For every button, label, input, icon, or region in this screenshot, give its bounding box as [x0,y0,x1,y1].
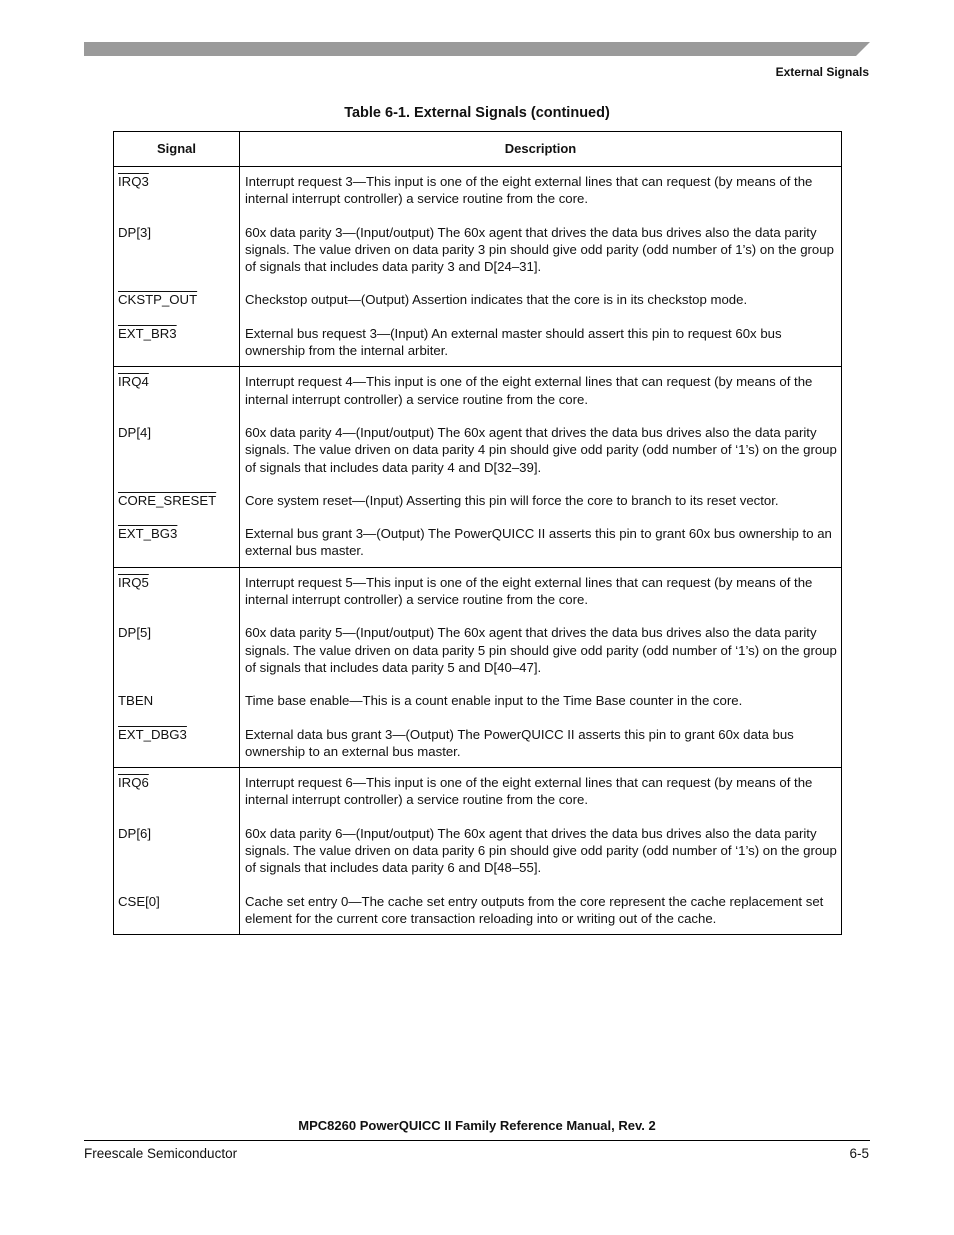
table-row [114,367,842,408]
table-caption: Table 6-1. External Signals (continued) [344,105,610,121]
header-bar [84,42,870,56]
description-cell: Interrupt request 5—This input is one of the eight external lines that can request (by means of the internal interrupt controller) a service routine from the core. [240,567,842,608]
footer-manual-title: MPC8260 PowerQUICC II Family Reference Manual, Rev. 2 [298,1118,656,1133]
signal-cell [114,275,240,308]
signal-name: IRQ4 [118,374,149,390]
description-cell: Core system reset—(Input) Asserting this pin will force the core to branch to its reset vector. [240,476,842,509]
signal-name: DP[6] [118,825,151,841]
description-cell: Interrupt request 4—This input is one of the eight external lines that can request (by means of the internal interrupt controller) a service routine from the core. [240,367,842,408]
table-header-row [114,132,842,167]
signal-cell [114,710,240,768]
table-row [114,476,842,509]
table-row [114,567,842,608]
description-cell: Cache set entry 0—The cache set entry outputs from the core represent the cache replacement set element for the current core transaction reloading into or writing out of the cache. [240,877,842,935]
signal-name: TBEN [118,693,154,709]
signal-name: IRQ6 [118,775,149,791]
signal-cell [114,309,240,367]
table-row [114,877,842,935]
description-cell: 60x data parity 3—(Input/output) The 60x agent that drives the data bus drives also the data parity signals. The value driven on data parity 3 pin should give odd parity (odd number of 1’s) on the group of signals that includes data parity 3 and D[24–31]. [240,208,842,276]
column-header-signal: Signal [114,132,240,167]
signal-name: CSE[0] [118,893,160,909]
description-cell: External bus grant 3—(Output) The PowerQUICC II asserts this pin to grant 60x bus ownership to an external bus master. [240,509,842,567]
signal-name: EXT_BR3 [118,325,177,341]
table-row [114,768,842,809]
footer-company: Freescale Semiconductor [84,1146,238,1161]
description-cell: External bus request 3—(Input) An external master should assert this pin to request 60x bus ownership from the internal arbiter. [240,309,842,367]
signal-cell [114,676,240,709]
description-cell: 60x data parity 5—(Input/output) The 60x agent that drives the data bus drives also the data parity signals. The value driven on data parity 5 pin should give odd parity (odd number of ‘1’s) on the group of signals that includes data parity 5 and D[40–47]. [240,608,842,676]
signals-table [113,131,842,935]
description-cell: External data bus grant 3—(Output) The PowerQUICC II asserts this pin to grant 60x data bus ownership to an external bus master. [240,710,842,768]
signal-cell [114,809,240,877]
signal-name: CORE_SRESET [118,492,217,508]
signal-cell [114,208,240,276]
table-row [114,710,842,768]
description-cell: Time base enable—This is a count enable input to the Time Base counter in the core. [240,676,842,709]
table-row [114,309,842,367]
signal-cell [114,476,240,509]
signal-name: DP[4] [118,424,151,440]
signal-name: DP[3] [118,224,151,240]
signal-cell [114,367,240,408]
footer-page-number: 6-5 [849,1146,869,1161]
section-title: External Signals [775,65,869,79]
table-row [114,608,842,676]
signal-name: DP[5] [118,625,151,641]
description-cell: 60x data parity 6—(Input/output) The 60x agent that drives the data bus drives also the data parity signals. The value driven on data parity 6 pin should give odd parity (odd number of ‘1’s) on the group of signals that includes data parity 6 and D[48–55]. [240,809,842,877]
table-row [114,275,842,308]
signal-cell [114,167,240,208]
header-bar-shape [84,42,870,56]
description-cell: Interrupt request 6—This input is one of the eight external lines that can request (by means of the internal interrupt controller) a service routine from the core. [240,768,842,809]
signal-name: EXT_DBG3 [118,726,187,742]
table-row [114,809,842,877]
signal-name: IRQ3 [118,174,149,189]
table-row [114,208,842,276]
signal-name: CKSTP_OUT [118,292,198,308]
table-row [114,167,842,208]
table-row [114,509,842,567]
signal-name: EXT_BG3 [118,526,178,542]
signal-cell [114,768,240,809]
signal-cell [114,608,240,676]
signal-cell [114,877,240,935]
table-row [114,408,842,476]
signal-cell [114,408,240,476]
description-cell: 60x data parity 4—(Input/output) The 60x agent that drives the data bus drives also the data parity signals. The value driven on data parity 4 pin should give odd parity (odd number of ‘1’s) on the group of signals that includes data parity 4 and D[32–39]. [240,408,842,476]
footer-rule [84,1140,870,1141]
signal-name: IRQ5 [118,574,149,590]
signal-cell [114,567,240,608]
signal-cell [114,509,240,567]
column-header-description: Description [240,132,842,167]
description-cell: Interrupt request 3—This input is one of the eight external lines that can request (by means of the internal interrupt controller) a service routine from the core. [240,167,842,208]
description-cell: Checkstop output—(Output) Assertion indicates that the core is in its checkstop mode. [240,275,842,308]
table-row [114,676,842,709]
